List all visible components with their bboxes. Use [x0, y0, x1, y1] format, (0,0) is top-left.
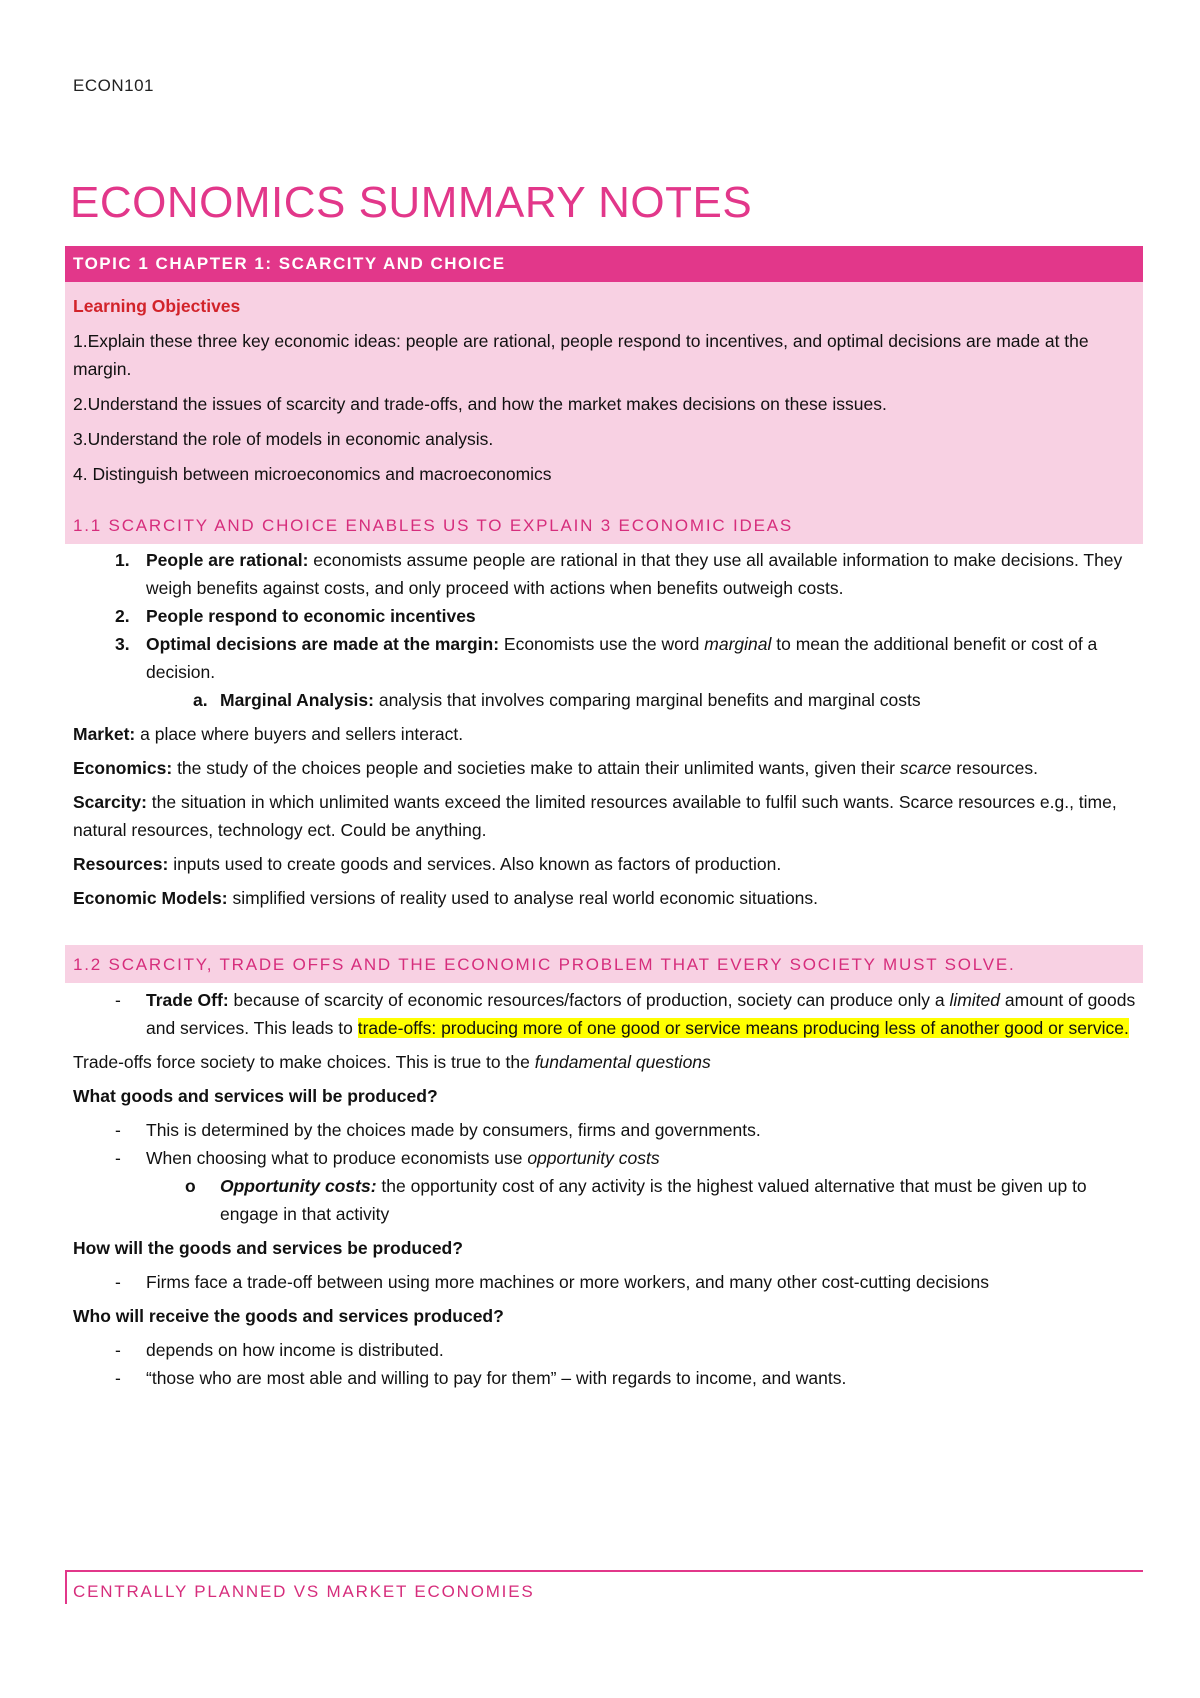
question-heading	[73, 1234, 1143, 1262]
dash-bullet: -	[115, 1120, 121, 1140]
trade-off-list	[73, 986, 1143, 1042]
term: People are rational:	[146, 550, 309, 570]
footer-divider	[65, 1570, 1143, 1572]
list-item	[73, 1336, 1143, 1364]
list-item	[73, 986, 1143, 1042]
intro-text: Trade-offs force society to make choices. This is true to the	[73, 1052, 535, 1072]
course-code: ECON101	[73, 76, 154, 95]
learning-objectives-box	[65, 282, 1143, 542]
list-item	[73, 630, 1143, 686]
q1-list	[73, 1116, 1143, 1172]
list-text: depends on how income is distributed.	[146, 1340, 444, 1360]
list-text: When choosing what to produce economists use	[146, 1148, 528, 1168]
objective-item: 1.Explain these three key economic ideas: people are rational, people respond to incentives, and optimal decisions are made at the margin.	[73, 331, 1089, 379]
section-heading-1-2: 1.2 SCARCITY, TRADE OFFS AND THE ECONOMIC PROBLEM THAT EVERY SOCIETY MUST SOLVE.	[65, 945, 1143, 983]
definition-text: economists assume people are rational in that they use all available information to make decisions. They weigh benefits against costs, and only proceed with actions when benefits outweigh costs.	[146, 550, 1123, 598]
topic-heading: TOPIC 1 CHAPTER 1: SCARCITY AND CHOICE	[65, 246, 1143, 282]
page-title: ECONOMICS SUMMARY NOTES	[70, 178, 753, 227]
intro-paragraph	[73, 1048, 1143, 1076]
objective-item: 3.Understand the role of models in economic analysis.	[73, 429, 494, 449]
definition-paragraph	[73, 850, 1143, 878]
list-number: 2.	[115, 606, 130, 626]
definition-text: because of scarcity of economic resources/factors of production, society can produce only a	[228, 990, 950, 1010]
highlighted-text: trade-offs: producing more of one good or service means producing less of another good or service.	[357, 1018, 1129, 1038]
question-heading	[73, 1082, 1143, 1110]
definition-text: inputs used to create goods and services. Also known as factors of production.	[168, 854, 782, 874]
definition-text: the study of the choices people and societies make to attain their unlimited wants, given their	[172, 758, 900, 778]
circle-bullet: o	[185, 1176, 196, 1196]
list-text: Firms face a trade-off between using more machines or more workers, and many other cost-cutting decisions	[146, 1272, 989, 1292]
objective-item: 4. Distinguish between microeconomics and macroeconomics	[73, 464, 552, 484]
italic-term: scarce	[899, 758, 952, 778]
list-item	[73, 1268, 1143, 1296]
definition-text: Economists use the word	[499, 634, 705, 654]
term: Marginal Analysis:	[220, 690, 374, 710]
question-text: What goods and services will be produced?	[73, 1086, 438, 1106]
section-1-1-body	[73, 546, 1143, 918]
definition-paragraph	[73, 754, 1143, 782]
list-item	[73, 1144, 1143, 1172]
list-item	[73, 602, 1143, 630]
q2-list	[73, 1268, 1143, 1296]
list-item	[73, 546, 1143, 602]
footer-left-border	[65, 1570, 67, 1604]
list-item	[73, 1116, 1143, 1144]
dash-bullet: -	[115, 1368, 121, 1388]
question-heading	[73, 1302, 1143, 1330]
italic-term: marginal	[704, 634, 772, 654]
definition-paragraph	[73, 720, 1143, 748]
term: Market:	[73, 724, 136, 744]
definition-text: resources.	[951, 758, 1038, 778]
footer-section-heading: CENTRALLY PLANNED VS MARKET ECONOMIES	[73, 1582, 535, 1601]
sub-list-letter: a.	[193, 690, 208, 710]
term: Economic Models:	[73, 888, 228, 908]
list-text: “those who are most able and willing to pay for them” – with regards to income, and wants.	[146, 1368, 847, 1388]
term: Optimal decisions are made at the margin:	[146, 634, 500, 654]
section-1-2-body	[73, 986, 1143, 1392]
list-item	[73, 1364, 1143, 1392]
objectives-heading: Learning Objectives	[73, 296, 241, 316]
list-text: This is determined by the choices made by consumers, firms and governments.	[146, 1120, 761, 1140]
economic-ideas-list	[73, 546, 1143, 686]
dash-bullet: -	[115, 1272, 121, 1292]
term: Opportunity costs:	[220, 1176, 377, 1196]
term: Scarcity:	[73, 792, 147, 812]
italic-term: fundamental questions	[534, 1052, 711, 1072]
dash-bullet: -	[115, 1340, 121, 1360]
italic-term: opportunity costs	[527, 1148, 660, 1168]
q3-list	[73, 1336, 1143, 1392]
definition-text: amount of goods and services. This leads to	[146, 990, 1136, 1038]
definition-text: the opportunity cost of any activity is the highest valued alternative that must be given up to engage in that activity	[220, 1176, 1087, 1224]
definition-paragraph	[73, 788, 1143, 844]
question-text: Who will receive the goods and services produced?	[73, 1306, 504, 1326]
definition-text: the situation in which unlimited wants exceed the limited resources available to fulfil such wants. Scarce resources e.g., time, natural resources, technology ect. Could be anything.	[73, 792, 1117, 840]
dash-bullet: -	[115, 1148, 121, 1168]
list-number: 1.	[115, 550, 130, 570]
definition-text: analysis that involves comparing marginal benefits and marginal costs	[373, 690, 921, 710]
term: Resources:	[73, 854, 169, 874]
term: People respond to economic incentives	[146, 606, 476, 626]
objective-item: 2.Understand the issues of scarcity and trade-offs, and how the market makes decisions on these issues.	[73, 394, 887, 414]
list-number: 3.	[115, 634, 130, 654]
definition-text: to mean the additional benefit or cost of a decision.	[146, 634, 1098, 682]
sub-list-item	[73, 1172, 1143, 1228]
definition-text: a place where buyers and sellers interact.	[135, 724, 464, 744]
sub-list-item	[73, 686, 1143, 714]
definition-text: simplified versions of reality used to analyse real world economic situations.	[227, 888, 819, 908]
term: Trade Off:	[146, 990, 229, 1010]
definition-paragraph	[73, 884, 1143, 912]
dash-bullet: -	[115, 990, 121, 1010]
section-heading-1-1: 1.1 SCARCITY AND CHOICE ENABLES US TO EXPLAIN 3 ECONOMIC IDEAS	[65, 506, 1143, 544]
question-text: How will the goods and services be produced?	[73, 1238, 463, 1258]
italic-term: limited	[949, 990, 1001, 1010]
term: Economics:	[73, 758, 173, 778]
